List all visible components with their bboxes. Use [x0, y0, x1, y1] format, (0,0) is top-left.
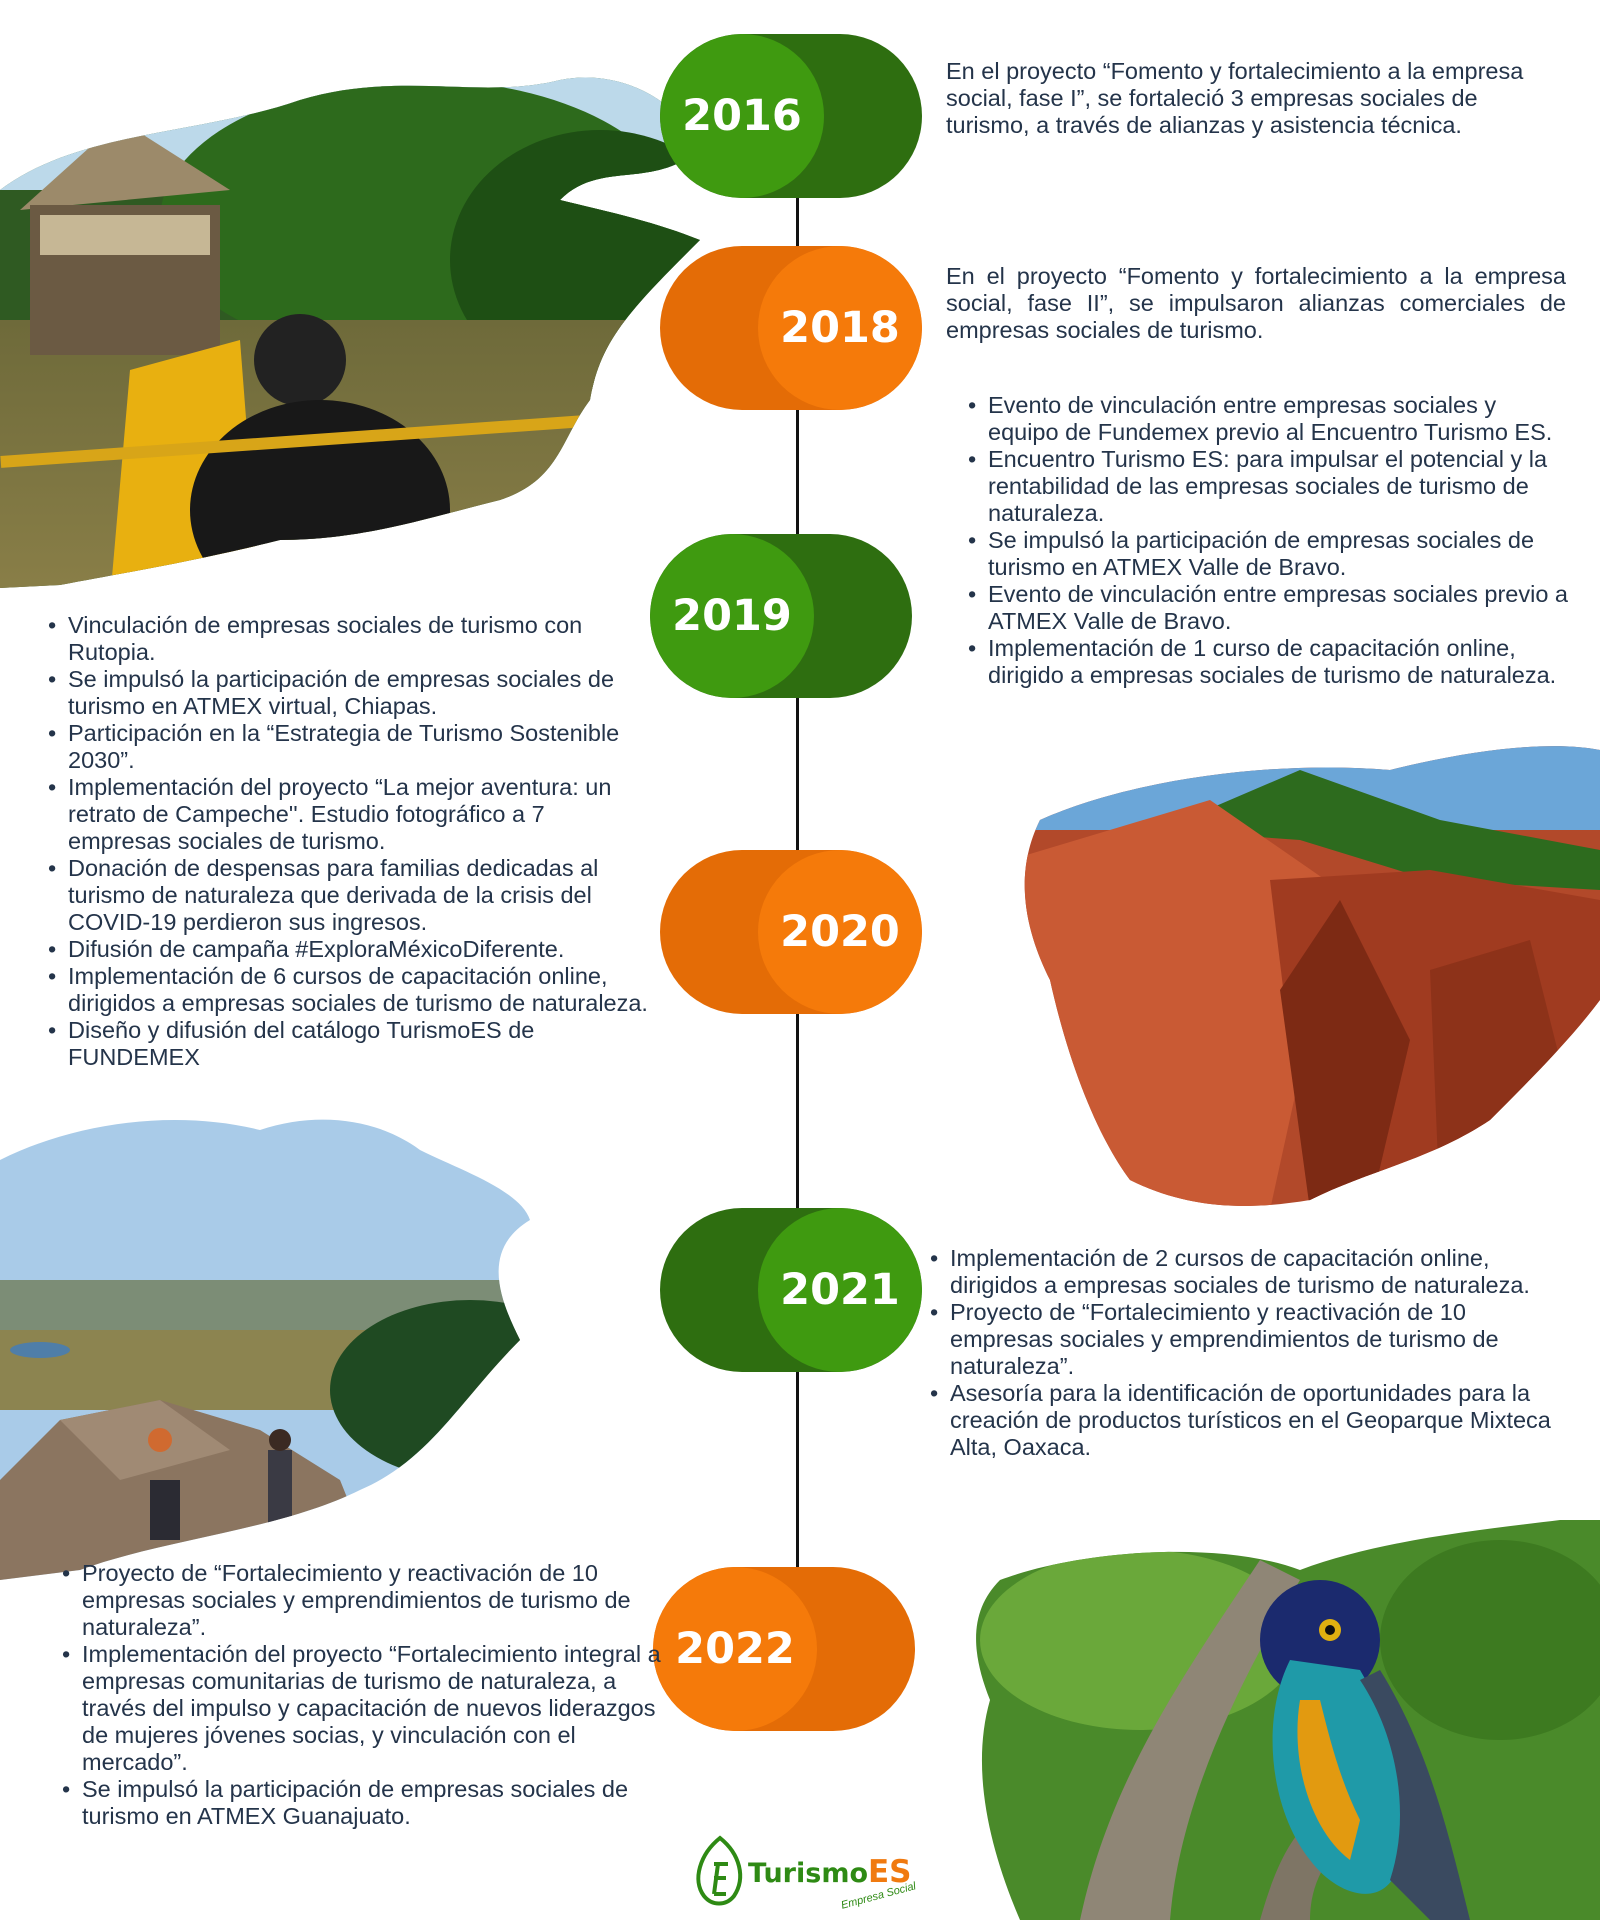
list-item: • Se impulsó la participación de empresas sociales de turismo en ATMEX Valle de Bravo.: [964, 527, 1572, 581]
list-item: • Implementación del proyecto “Fortalecimiento integral a empresas comunitarias de turismo de naturaleza, a través del impulso y capacitación de nuevos liderazgos de mujeres jóvenes socias, y vinculación con el mercado”.: [58, 1641, 668, 1776]
list-item: • Implementación del proyecto “La mejor aventura: un retrato de Campeche''. Estudio fotográfico a 7 empresas sociales de turismo.: [44, 774, 654, 855]
year-label: 2016: [682, 91, 802, 141]
year-badge-2018: [660, 246, 922, 410]
year-badge-2022: [653, 1567, 915, 1731]
trogon-bird-photo: [960, 1520, 1600, 1920]
list-item: • Implementación de 6 cursos de capacitación online, dirigidos a empresas sociales de turismo de naturaleza.: [44, 963, 654, 1017]
list-item: • Proyecto de “Fortalecimiento y reactivación de 10 empresas sociales y emprendimientos de turismo de naturaleza”.: [58, 1560, 668, 1641]
canyon-photo: [1010, 740, 1600, 1210]
list-item: • Asesoría para la identificación de oportunidades para la creación de productos turísticos en el Geoparque Mixteca Alta, Oaxaca.: [926, 1380, 1556, 1461]
year-label: 2020: [780, 907, 900, 957]
year-label: 2019: [672, 591, 792, 641]
list-item: • Donación de despensas para familias dedicadas al turismo de naturaleza que derivada de la crisis del COVID-19 perdieron sus ingresos.: [44, 855, 654, 936]
year-badge-2020: [660, 850, 922, 1014]
list-2021: [926, 1245, 1556, 1461]
paragraph-2018: En el proyecto “Fomento y fortalecimiento a la empresa social, fase II”, se impulsaron alianzas comerciales de empresas sociales de turismo.: [946, 263, 1566, 343]
list-item: • Evento de vinculación entre empresas sociales previo a ATMEX Valle de Bravo.: [964, 581, 1572, 635]
turismo-es-logo: [690, 1832, 930, 1912]
list-item: • Diseño y difusión del catálogo TurismoES de FUNDEMEX: [44, 1017, 654, 1071]
year-label: 2021: [780, 1265, 900, 1315]
list-item: • Proyecto de “Fortalecimiento y reactivación de 10 empresas sociales y emprendimientos de turismo de naturaleza”.: [926, 1299, 1556, 1380]
list-item: • Implementación de 1 curso de capacitación online, dirigido a empresas sociales de turismo de naturaleza.: [964, 635, 1572, 689]
paragraph-2016: En el proyecto “Fomento y fortalecimiento a la empresa social, fase I”, se fortaleció 3 empresas sociales de turismo, a través de alianzas y asistencia técnica.: [946, 58, 1524, 138]
list-item: • Implementación de 2 cursos de capacitación online, dirigidos a empresas sociales de turismo de naturaleza.: [926, 1245, 1556, 1299]
list-item: • Vinculación de empresas sociales de turismo con Rutopia.: [44, 612, 654, 666]
text-2016: [946, 58, 1566, 139]
list-2018-events: [964, 392, 1572, 689]
list-item: • Participación en la “Estrategia de Turismo Sostenible 2030”.: [44, 720, 654, 774]
list-item: • Se impulsó la participación de empresas sociales de turismo en ATMEX Guanajuato.: [58, 1776, 668, 1830]
list-item: • Difusión de campaña #ExploraMéxicoDiferente.: [44, 936, 654, 963]
logo-brand: TurismoES: [748, 1854, 912, 1890]
leaf-icon: [690, 1834, 750, 1910]
list-item: • Evento de vinculación entre empresas sociales y equipo de Fundemex previo al Encuentro Turismo ES.: [964, 392, 1572, 446]
kayak-photo: [0, 40, 720, 600]
year-badge-2019: [650, 534, 912, 698]
text-2018: [946, 263, 1566, 344]
year-label: 2022: [675, 1624, 795, 1674]
year-label: 2018: [780, 303, 900, 353]
list-item: • Encuentro Turismo ES: para impulsar el potencial y la rentabilidad de las empresas sociales de turismo de naturaleza.: [964, 446, 1572, 527]
logo-tagline: Empresa Social: [839, 1880, 918, 1912]
list-item: • Se impulsó la participación de empresas sociales de turismo en ATMEX virtual, Chiapas.: [44, 666, 654, 720]
year-badge-2021: [660, 1208, 922, 1372]
hikers-photo: [0, 1100, 540, 1580]
year-badge-2016: [660, 34, 922, 198]
list-2022: [58, 1560, 668, 1830]
list-2019-2020: [44, 612, 654, 1071]
